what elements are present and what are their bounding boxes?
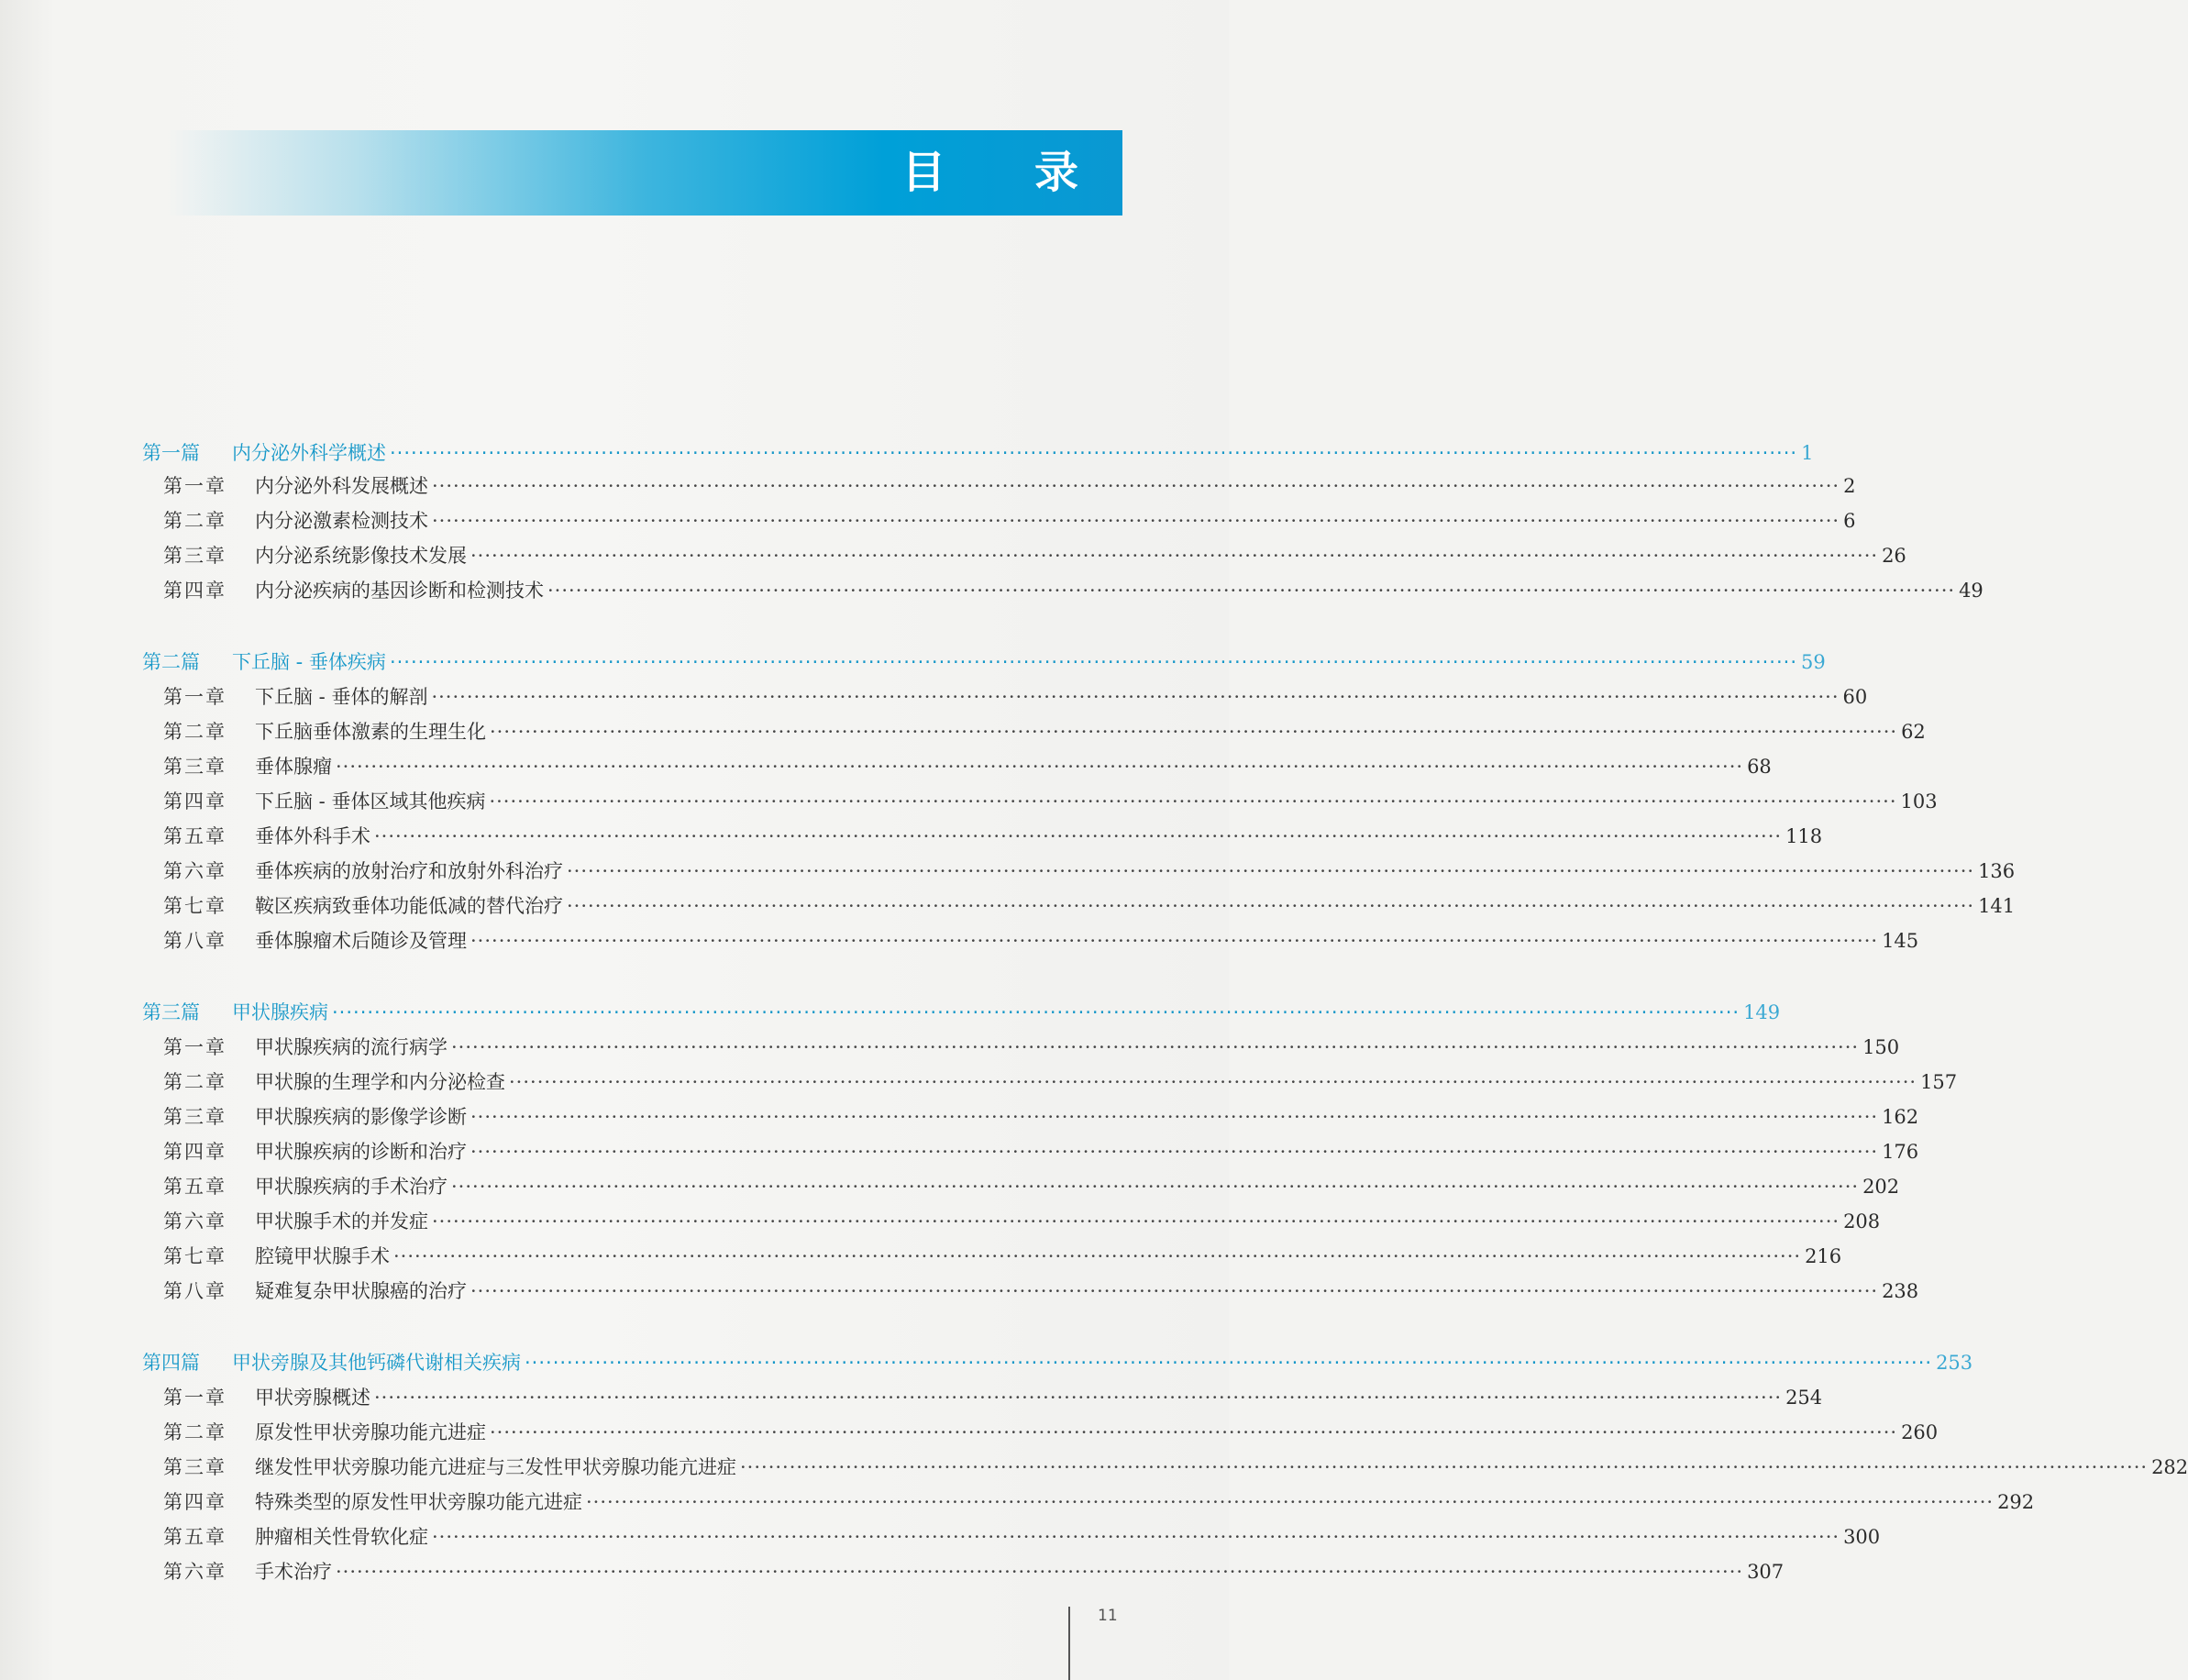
part-number: 第三篇 — [142, 1001, 200, 1023]
chapter-title: 腔镜甲状腺手术 — [255, 1245, 390, 1267]
dot-leader: ········································································································································································································ — [336, 1561, 1744, 1583]
page-ref: 150 — [1862, 1036, 1900, 1058]
chapter-title: 垂体疾病的放射治疗和放射外科治疗 — [255, 860, 563, 882]
chapter-title: 内分泌外科发展概述 — [255, 475, 428, 497]
page-ref: 68 — [1747, 756, 1772, 778]
part-number: 第一篇 — [142, 442, 200, 464]
chapter-number: 第三章 — [163, 1106, 227, 1128]
page-ref: 103 — [1900, 790, 1938, 812]
toc-chapter-row[interactable] — [163, 682, 1868, 710]
page-ref: 176 — [1882, 1141, 1919, 1163]
toc-chapter-row[interactable] — [163, 717, 1926, 745]
chapter-number: 第八章 — [163, 1280, 227, 1302]
page-ref: 253 — [1936, 1352, 1973, 1374]
dot-leader: ········································································································································································································ — [509, 1071, 1917, 1093]
toc-part-row[interactable] — [142, 438, 1814, 466]
page-ref: 6 — [1843, 510, 1856, 532]
page-ref: 292 — [1997, 1491, 2035, 1513]
chapter-number: 第二章 — [163, 1421, 227, 1443]
page-ref: 26 — [1882, 545, 1906, 567]
chapter-title: 垂体外科手术 — [255, 825, 370, 847]
page-ref: 60 — [1842, 686, 1868, 708]
toc-chapter-row[interactable] — [163, 506, 1856, 534]
chapter-number: 第四章 — [163, 1491, 227, 1513]
page-ref: 149 — [1743, 1001, 1781, 1023]
chapter-number: 第三章 — [163, 1456, 227, 1478]
page-ref: 282 — [2151, 1456, 2188, 1478]
chapter-title: 鞍区疾病致垂体功能低减的替代治疗 — [255, 895, 563, 917]
toc-chapter-row[interactable] — [163, 1453, 2188, 1480]
dot-leader: ········································································································································································································ — [567, 860, 1975, 882]
toc-part-row[interactable] — [142, 647, 1826, 675]
toc-chapter-row[interactable] — [163, 752, 1772, 779]
dot-leader: ········································································································································································································ — [470, 930, 1879, 952]
toc-chapter-row[interactable] — [163, 1522, 1881, 1550]
toc-chapter-row[interactable] — [163, 1277, 1919, 1304]
chapter-number: 第一章 — [163, 475, 227, 497]
dot-leader: ········································································································································································································ — [547, 580, 1956, 602]
page-ref: 216 — [1805, 1245, 1842, 1267]
dot-leader: ········································································································································································································ — [470, 545, 1879, 567]
chapter-title: 甲状腺疾病的手术治疗 — [255, 1176, 448, 1198]
chapter-title: 内分泌激素检测技术 — [255, 510, 428, 532]
chapter-number: 第三章 — [163, 756, 227, 778]
toc-part-row[interactable] — [142, 998, 1781, 1025]
toc-chapter-row[interactable] — [163, 1418, 1939, 1445]
page-ref: 260 — [1901, 1421, 1939, 1443]
dot-leader: ········································································································································································································ — [374, 1387, 1783, 1409]
toc-chapter-row[interactable] — [163, 1033, 1900, 1060]
dot-leader: ········································································································································································································ — [432, 475, 1840, 497]
dot-leader: ········································································································································································································ — [432, 1210, 1840, 1232]
chapter-title: 内分泌疾病的基因诊断和检测技术 — [255, 580, 544, 602]
chapter-title: 甲状腺疾病的诊断和治疗 — [255, 1141, 467, 1163]
dot-leader: ········································································································································································································ — [490, 1421, 1898, 1443]
chapter-number: 第七章 — [163, 895, 227, 917]
chapter-number: 第五章 — [163, 1526, 227, 1548]
dot-leader: ········································································································································································································ — [332, 1001, 1740, 1023]
dot-leader: ········································································································································································································ — [740, 1456, 2149, 1478]
page-ref: 1 — [1801, 442, 1814, 464]
part-title: 内分泌外科学概述 — [232, 442, 386, 464]
page-ref: 118 — [1785, 825, 1823, 847]
chapter-number: 第五章 — [163, 825, 227, 847]
page-ref: 141 — [1978, 895, 2016, 917]
page-ref: 2 — [1843, 475, 1856, 497]
dot-leader: ········································································································································································································ — [431, 686, 1840, 708]
dot-leader: ········································································································································································································ — [374, 825, 1783, 847]
part-number: 第四篇 — [142, 1352, 200, 1374]
dot-leader: ········································································································································································································ — [451, 1036, 1860, 1058]
chapter-title: 下丘脑 - 垂体的解剖 — [255, 686, 428, 708]
dot-leader: ········································································································································································································ — [490, 721, 1898, 743]
chapter-title: 甲状旁腺概述 — [255, 1387, 370, 1409]
page-ref: 300 — [1843, 1526, 1881, 1548]
chapter-title: 特殊类型的原发性甲状旁腺功能亢进症 — [255, 1491, 582, 1513]
chapter-number: 第二章 — [163, 1071, 227, 1093]
toc-chapter-row[interactable] — [163, 471, 1856, 499]
chapter-title: 甲状腺手术的并发症 — [255, 1210, 428, 1232]
chapter-number: 第一章 — [163, 1387, 227, 1409]
chapter-title: 甲状腺疾病的影像学诊断 — [255, 1106, 467, 1128]
page-ref: 202 — [1862, 1176, 1900, 1198]
dot-leader: ········································································································································································································ — [336, 756, 1744, 778]
chapter-number: 第八章 — [163, 930, 227, 952]
page-ref: 59 — [1801, 651, 1826, 673]
dot-leader: ········································································································································································································ — [393, 1245, 1802, 1267]
part-title: 下丘脑 - 垂体疾病 — [232, 651, 386, 673]
chapter-number: 第四章 — [163, 790, 227, 812]
chapter-number: 第一章 — [163, 686, 227, 708]
toc-chapter-row[interactable] — [163, 1067, 1958, 1095]
dot-leader: ········································································································································································································ — [470, 1141, 1879, 1163]
dot-leader: ········································································································································································································ — [470, 1280, 1879, 1302]
dot-leader: ········································································································································································································ — [525, 1352, 1933, 1374]
page-ref: 145 — [1882, 930, 1919, 952]
dot-leader: ········································································································································································································ — [432, 1526, 1840, 1548]
toc-chapter-row[interactable] — [163, 1557, 1785, 1585]
dot-leader: ········································································································································································································ — [489, 790, 1897, 812]
chapter-title: 手术治疗 — [255, 1561, 332, 1583]
part-title: 甲状腺疾病 — [232, 1001, 328, 1023]
chapter-number: 第六章 — [163, 1561, 227, 1583]
dot-leader: ········································································································································································································ — [432, 510, 1840, 532]
chapter-title: 垂体腺瘤术后随诊及管理 — [255, 930, 467, 952]
chapter-title: 下丘脑 - 垂体区域其他疾病 — [255, 790, 486, 812]
toc-chapter-row[interactable] — [163, 1242, 1842, 1269]
toc-part-row[interactable] — [142, 1348, 1973, 1376]
chapter-number: 第七章 — [163, 1245, 227, 1267]
toc-chapter-row[interactable] — [163, 787, 1938, 814]
toc-chapter-row[interactable] — [163, 1172, 1900, 1199]
page-number-rule — [1068, 1607, 1070, 1680]
toc-chapter-row[interactable] — [163, 1487, 2035, 1515]
page-ref: 136 — [1978, 860, 2016, 882]
dot-leader: ········································································································································································································ — [470, 1106, 1879, 1128]
page-ref: 307 — [1747, 1561, 1785, 1583]
page-ref: 62 — [1901, 721, 1926, 743]
chapter-number: 第四章 — [163, 1141, 227, 1163]
part-title: 甲状旁腺及其他钙磷代谢相关疾病 — [232, 1352, 521, 1374]
chapter-number: 第五章 — [163, 1176, 227, 1198]
chapter-title: 甲状腺的生理学和内分泌检查 — [255, 1071, 505, 1093]
chapter-number: 第四章 — [163, 580, 227, 602]
page-ref: 254 — [1785, 1387, 1823, 1409]
page-ref: 157 — [1920, 1071, 1958, 1093]
chapter-title: 继发性甲状旁腺功能亢进症与三发性甲状旁腺功能亢进症 — [255, 1456, 736, 1478]
chapter-number: 第三章 — [163, 545, 227, 567]
toc-chapter-row[interactable] — [163, 822, 1823, 849]
dot-leader: ········································································································································································································ — [389, 651, 1797, 673]
chapter-number: 第一章 — [163, 1036, 227, 1058]
dot-leader: ········································································································································································································ — [567, 895, 1975, 917]
chapter-title: 疑难复杂甲状腺癌的治疗 — [255, 1280, 467, 1302]
chapter-title: 肿瘤相关性骨软化症 — [255, 1526, 428, 1548]
page-ref: 238 — [1882, 1280, 1919, 1302]
toc-chapter-row[interactable] — [163, 926, 1919, 954]
chapter-title: 垂体腺瘤 — [255, 756, 332, 778]
page-ref: 49 — [1959, 580, 1984, 602]
chapter-number: 第六章 — [163, 860, 227, 882]
chapter-number: 第二章 — [163, 721, 227, 743]
part-number: 第二篇 — [142, 651, 200, 673]
toc-chapter-row[interactable] — [163, 1102, 1919, 1130]
toc-chapter-row[interactable] — [163, 1137, 1919, 1165]
toc-chapter-row[interactable] — [163, 857, 2016, 884]
chapter-title: 下丘脑垂体激素的生理生化 — [255, 721, 486, 743]
toc-chapter-row[interactable] — [163, 576, 1984, 603]
chapter-number: 第六章 — [163, 1210, 227, 1232]
dot-leader: ········································································································································································································ — [451, 1176, 1860, 1198]
chapter-title: 内分泌系统影像技术发展 — [255, 545, 467, 567]
dot-leader: ········································································································································································································ — [390, 442, 1798, 464]
page-ref: 208 — [1843, 1210, 1881, 1232]
toc-chapter-row[interactable] — [163, 1207, 1881, 1234]
page-title: 目 录 — [901, 147, 1115, 198]
toc-chapter-row[interactable] — [163, 1383, 1823, 1410]
chapter-title: 甲状腺疾病的流行病学 — [255, 1036, 448, 1058]
chapter-title: 原发性甲状旁腺功能亢进症 — [255, 1421, 486, 1443]
chapter-number: 第二章 — [163, 510, 227, 532]
page-ref: 162 — [1882, 1106, 1919, 1128]
dot-leader: ········································································································································································································ — [586, 1491, 1995, 1513]
toc-chapter-row[interactable] — [163, 891, 2016, 919]
page-number: 11 — [1098, 1607, 1118, 1625]
toc-chapter-row[interactable] — [163, 541, 1906, 569]
